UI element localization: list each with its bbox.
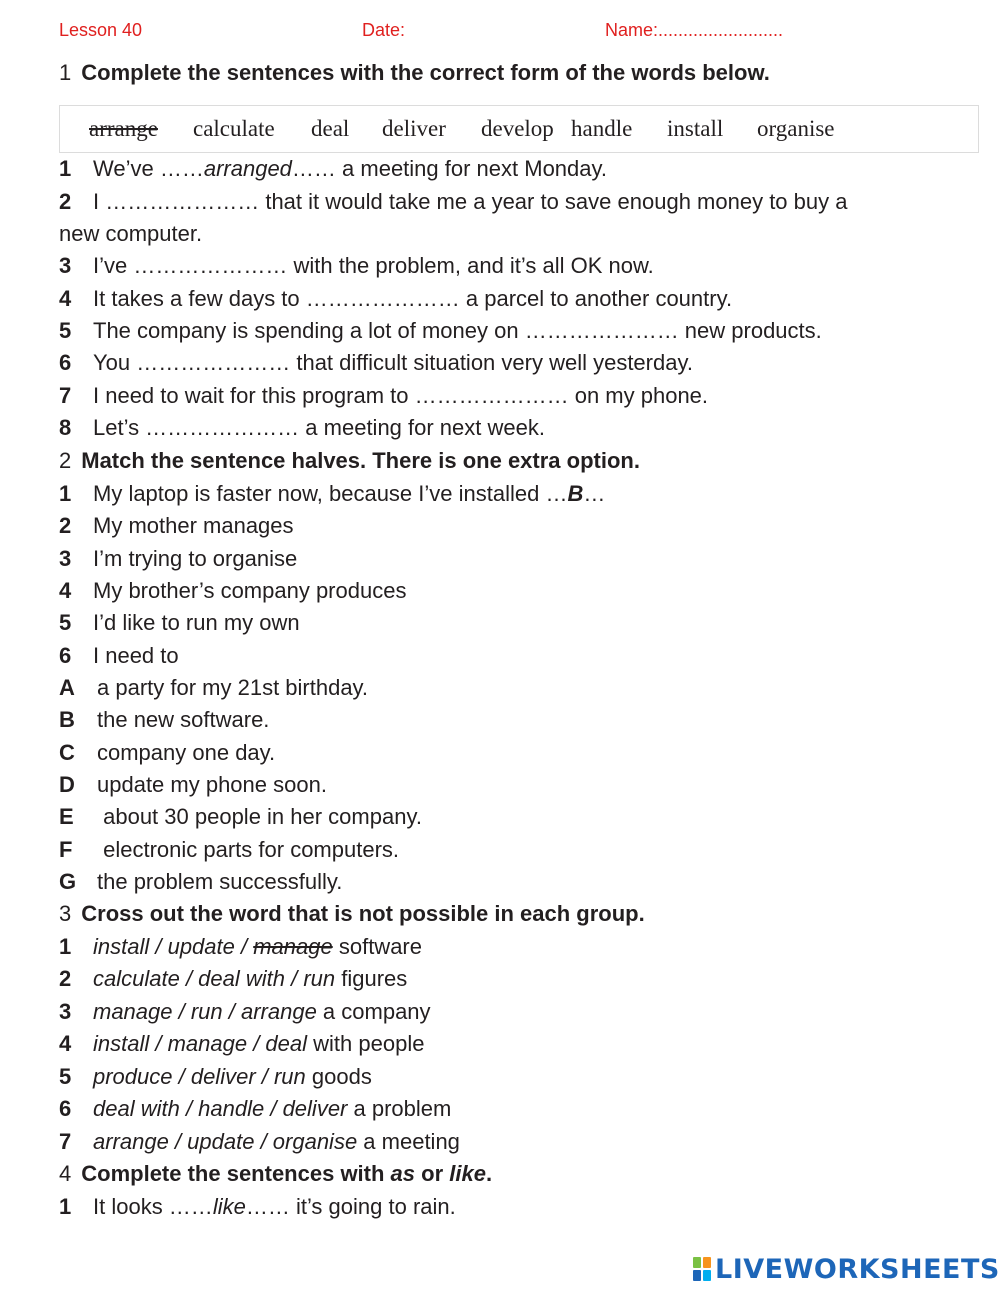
s2-item: 1 My laptop is faster now, because I’ve installed …B… [59, 481, 606, 506]
word-bank-item: handle [571, 116, 633, 141]
word-bank-item: organise [757, 116, 835, 141]
s2-item: 4 My brother’s company produces [59, 578, 407, 603]
s1-item: 3 I’ve ………………… with the problem, and it’s all OK now. [59, 253, 654, 278]
s1-item: 8 Let’s ………………… a meeting for next week. [59, 415, 545, 440]
s4-answer-1[interactable]: like [212, 1194, 246, 1219]
liveworksheets-logo [693, 1254, 1000, 1284]
s1-item: 2 I ………………… that it would take me a year to save enough money to buy a new computer. [59, 189, 848, 246]
s2-option: D update my phone soon. [59, 772, 327, 797]
s2-answer-1[interactable]: B [567, 481, 584, 506]
s1-item: 1 We’ve ……arranged…… a meeting for next Monday. [59, 156, 607, 181]
date-label: Date: [362, 20, 406, 40]
s3-options[interactable]: install / manage / deal [93, 1031, 308, 1056]
s2-option: C company one day. [59, 740, 276, 765]
s1-item: 7 I need to wait for this program to ………………… on my phone. [59, 383, 709, 408]
s2-item: 6 I need to [59, 643, 179, 668]
section-2-title: 2 Match the sentence halves. There is one extra option. [59, 448, 640, 473]
logo-square [693, 1270, 701, 1281]
word-bank-item: arrange [89, 116, 158, 141]
logo-square [703, 1257, 711, 1268]
s4-item: 1 It looks ……like…… it’s going to rain. [59, 1194, 456, 1219]
word-bank-item: install [667, 116, 724, 141]
word-bank-item: develop [481, 116, 554, 141]
s1-item: 6 You ………………… that difficult situation very well yesterday. [59, 350, 693, 375]
s3-options[interactable]: arrange / update / organise [93, 1129, 358, 1154]
s3-item: 2 calculate / deal with / run figures [59, 966, 408, 991]
logo-mark-icon [693, 1257, 711, 1281]
s3-item: 4 install / manage / deal with people [59, 1031, 425, 1056]
logo-wordmark: LIVEWORKSHEETS [715, 1253, 1000, 1285]
s2-option: G the problem successfully. [59, 869, 343, 894]
s3-item: 1 install / update / manage software [59, 934, 422, 959]
word-bank-item: calculate [193, 116, 275, 141]
section-4-title: 4 Complete the sentences with as or like. [59, 1161, 493, 1186]
s3-struck-word[interactable]: manage [253, 934, 333, 959]
lesson-label: Lesson 40 [59, 20, 143, 40]
s1-answer-1[interactable]: arranged [203, 156, 292, 181]
s3-options[interactable]: manage / run / arrange [93, 999, 317, 1024]
s2-option: F electronic parts for computers. [59, 837, 400, 862]
s2-option: B the new software. [59, 707, 270, 732]
s2-option: A a party for my 21st birthday. [59, 675, 369, 700]
s2-item: 3 I’m trying to organise [59, 546, 298, 571]
s3-item: 7 arrange / update / organise a meeting [59, 1129, 460, 1154]
s3-item: 3 manage / run / arrange a company [59, 999, 431, 1024]
word-bank [59, 105, 979, 153]
word-bank-item: deal [311, 116, 350, 141]
s3-options[interactable]: calculate / deal with / run [93, 966, 336, 991]
s3-item: 5 produce / deliver / run goods [59, 1064, 372, 1089]
word-bank-item: deliver [382, 116, 446, 141]
logo-square [703, 1270, 711, 1281]
s2-item: 2 My mother manages [59, 513, 294, 538]
s3-options[interactable]: deal with / handle / deliver [93, 1096, 348, 1121]
name-label: Name:......................... [605, 20, 784, 40]
s3-options[interactable]: produce / deliver / run [93, 1064, 306, 1089]
s1-item: 4 It takes a few days to ………………… a parcel to another country. [59, 286, 733, 311]
section-3-title: 3 Cross out the word that is not possible in each group. [59, 901, 645, 926]
s3-item: 6 deal with / handle / deliver a problem [59, 1096, 452, 1121]
logo-square [693, 1257, 701, 1268]
s1-item: 5 The company is spending a lot of money on ………………… new products. [59, 318, 822, 343]
s2-option: E about 30 people in her company. [59, 804, 422, 829]
s2-item: 5 I’d like to run my own [59, 610, 300, 635]
section-1-title: 1 Complete the sentences with the correct form of the words below. [59, 60, 770, 85]
